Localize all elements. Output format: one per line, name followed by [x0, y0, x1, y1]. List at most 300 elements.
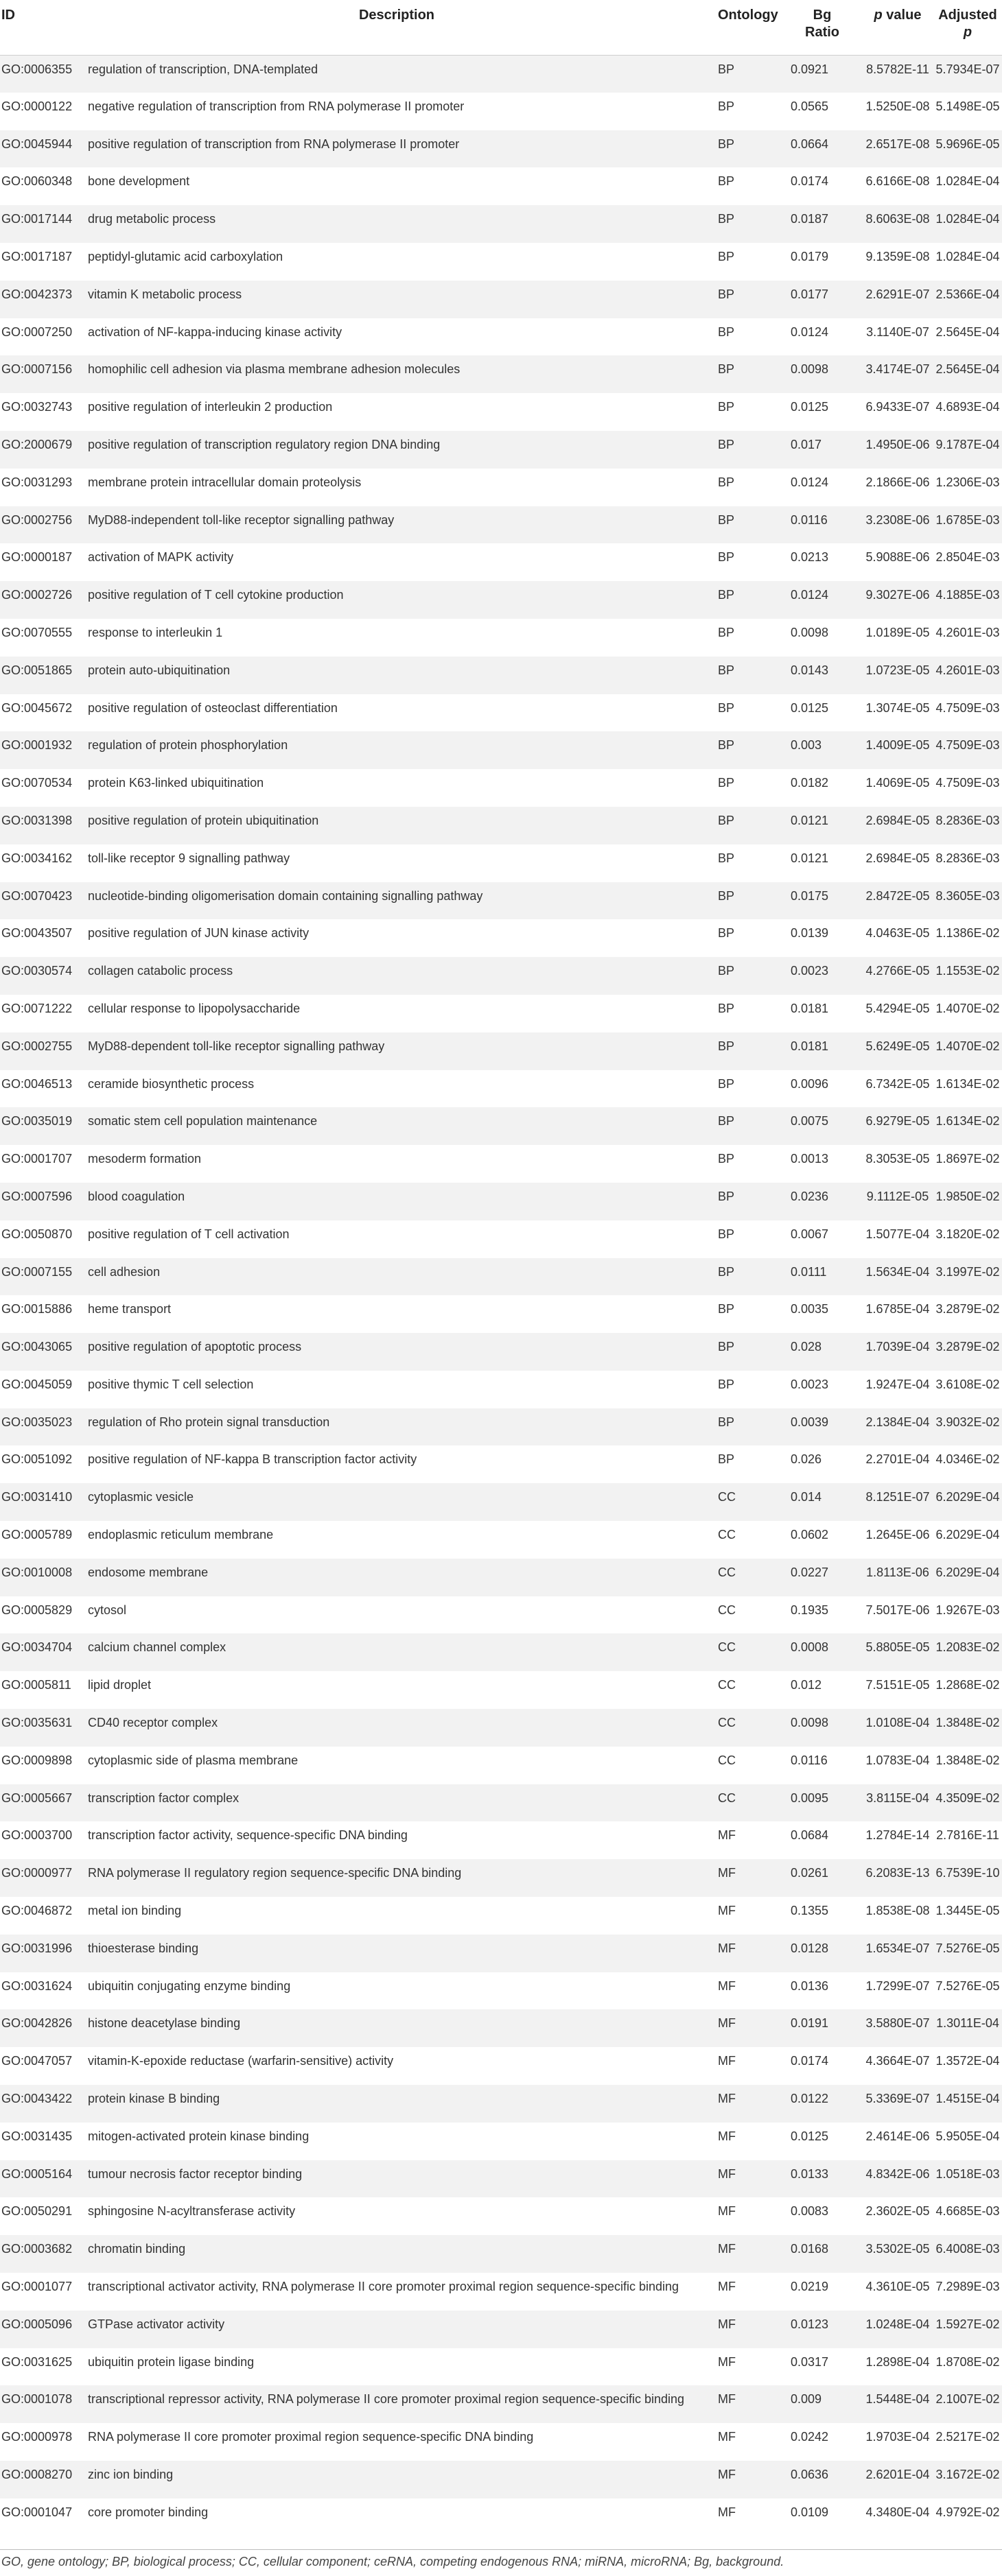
cell-p-value: 7.5151E-05: [865, 1678, 930, 1692]
cell-ontology: MF: [718, 2505, 736, 2519]
cell-bg-ratio: 0.0181: [791, 1001, 829, 1015]
cell-adjusted-p: 4.3509E-02: [935, 1791, 1000, 1805]
cell-ontology: MF: [718, 2280, 736, 2294]
cell-bg-ratio: 0.0168: [791, 2242, 829, 2256]
cell-ontology: BP: [718, 475, 735, 489]
cell-p-value: 7.5017E-06: [865, 1603, 930, 1617]
cell-description: transcriptional repressor activity, RNA polymerase II core promoter proximal region sequence-specific binding: [88, 2392, 685, 2407]
cell-p-value: 1.5077E-04: [865, 1227, 930, 1241]
cell-p-value: 5.3369E-07: [865, 2092, 930, 2106]
cell-description: tumour necrosis factor receptor binding: [88, 2166, 303, 2181]
cell-p-value: 3.4174E-07: [865, 362, 930, 377]
cell-description: MyD88-independent toll-like receptor signalling pathway: [88, 512, 395, 527]
cell-adjusted-p: 6.2029E-04: [935, 1528, 1000, 1542]
cell-adjusted-p: 2.5645E-04: [935, 324, 1000, 339]
cell-ontology: MF: [718, 1978, 736, 1993]
cell-p-value: 2.8472E-05: [865, 888, 930, 903]
cell-p-value: 2.6984E-05: [865, 813, 930, 827]
cell-description: drug metabolic process: [88, 212, 216, 226]
cell-id: GO:0003700: [1, 1828, 73, 1843]
table-row: [0, 543, 1002, 581]
cell-p-value: 4.8342E-06: [865, 2166, 930, 2181]
cell-id: GO:0030574: [1, 964, 73, 978]
cell-description: protein kinase B binding: [88, 2092, 220, 2106]
cell-bg-ratio: 0.1355: [791, 1904, 829, 1918]
table-row: [0, 355, 1002, 393]
table-row: [0, 1183, 1002, 1220]
cell-description: cellular response to lipopolysaccharide: [88, 1001, 301, 1015]
table-row: [0, 2348, 1002, 2386]
cell-id: GO:0032743: [1, 400, 73, 414]
table-row: [0, 2235, 1002, 2273]
cell-bg-ratio: 0.0227: [791, 1565, 829, 1579]
cell-p-value: 6.9433E-07: [865, 400, 930, 414]
cell-p-value: 1.4950E-06: [865, 437, 930, 451]
cell-ontology: BP: [718, 1340, 735, 1354]
cell-ontology: BP: [718, 1114, 735, 1129]
cell-p-value: 1.7039E-04: [865, 1340, 930, 1354]
table-row: [0, 1220, 1002, 1258]
table-row: [0, 2311, 1002, 2348]
cell-ontology: MF: [718, 2468, 736, 2481]
cell-bg-ratio: 0.0175: [791, 888, 829, 903]
cell-id: GO:0031624: [1, 1978, 73, 1993]
table-row: [0, 469, 1002, 506]
cell-id: GO:0001932: [1, 738, 73, 753]
cell-id: GO:0051865: [1, 663, 73, 677]
cell-ontology: BP: [718, 137, 735, 151]
table-row: [0, 431, 1002, 469]
table-row: [0, 2423, 1002, 2461]
cell-bg-ratio: 0.0133: [791, 2166, 829, 2181]
cell-description: RNA polymerase II core promoter proximal region sequence-specific DNA binding: [88, 2430, 534, 2444]
cell-bg-ratio: 0.0121: [791, 851, 829, 865]
cell-ontology: BP: [718, 851, 735, 865]
cell-bg-ratio: 0.0098: [791, 625, 829, 639]
cell-id: GO:0035019: [1, 1114, 73, 1129]
cell-description: somatic stem cell population maintenance: [88, 1114, 318, 1129]
table-row: [0, 1559, 1002, 1596]
cell-p-value: 9.1112E-05: [866, 1189, 929, 1203]
cell-adjusted-p: 4.2601E-03: [935, 663, 1000, 677]
cell-id: GO:0002755: [1, 1039, 73, 1053]
cell-bg-ratio: 0.0177: [791, 287, 829, 301]
cell-bg-ratio: 0.0191: [791, 2016, 829, 2031]
table-row: [0, 581, 1002, 619]
cell-ontology: BP: [718, 62, 735, 76]
cell-ontology: BP: [718, 663, 735, 677]
cell-adjusted-p: 7.5276E-05: [935, 1941, 1000, 1955]
cell-id: GO:0015886: [1, 1302, 73, 1316]
table-row: [0, 657, 1002, 694]
cell-id: GO:0002756: [1, 512, 73, 527]
cell-p-value: 4.3480E-04: [865, 2505, 930, 2519]
cell-bg-ratio: 0.003: [791, 738, 822, 753]
cell-ontology: BP: [718, 1001, 735, 1015]
cell-description: ubiquitin protein ligase binding: [88, 2354, 255, 2369]
cell-ontology: MF: [718, 2317, 736, 2331]
cell-bg-ratio: 0.0096: [791, 1076, 829, 1091]
cell-ontology: CC: [718, 1678, 736, 1692]
cell-ontology: MF: [718, 1866, 736, 1880]
cell-p-value: 5.8805E-05: [865, 1640, 930, 1655]
table-row: [0, 2085, 1002, 2123]
cell-id: GO:0010008: [1, 1565, 73, 1579]
cell-p-value: 9.1359E-08: [865, 249, 930, 263]
cell-adjusted-p: 4.7509E-03: [935, 700, 1000, 715]
cell-description: bone development: [88, 174, 190, 189]
cell-adjusted-p: 1.6785E-03: [935, 512, 1000, 527]
cell-adjusted-p: 4.7509E-03: [935, 776, 1000, 790]
cell-description: cytoplasmic side of plasma membrane: [88, 1753, 299, 1767]
cell-description: ubiquitin conjugating enzyme binding: [88, 1978, 291, 1993]
table-row: [0, 281, 1002, 318]
cell-bg-ratio: 0.0921: [791, 62, 829, 76]
cell-p-value: 1.0108E-04: [865, 1716, 930, 1730]
cell-ontology: BP: [718, 1076, 735, 1091]
table-row: [0, 1709, 1002, 1747]
cell-description: zinc ion binding: [88, 2468, 174, 2481]
cell-adjusted-p: 3.6108E-02: [935, 1377, 1000, 1391]
cell-id: GO:0000978: [1, 2430, 73, 2444]
cell-id: GO:0031410: [1, 1490, 73, 1504]
cell-description: thioesterase binding: [88, 1941, 199, 1955]
cell-adjusted-p: 1.6134E-02: [935, 1114, 1000, 1129]
cell-description: vitamin K metabolic process: [88, 287, 242, 301]
cell-adjusted-p: 6.7539E-10: [935, 1866, 1000, 1880]
header-ontology: Ontology: [715, 0, 782, 55]
cell-p-value: 6.7342E-05: [865, 1076, 930, 1091]
cell-description: nucleotide-binding oligomerisation domain containing signalling pathway: [88, 888, 483, 903]
cell-adjusted-p: 1.0518E-03: [935, 2166, 1000, 2181]
table-row: [0, 1633, 1002, 1671]
cell-ontology: BP: [718, 1377, 735, 1391]
table-row: [0, 1408, 1002, 1446]
cell-adjusted-p: 6.2029E-04: [935, 1490, 1000, 1504]
cell-description: RNA polymerase II regulatory region sequence-specific DNA binding: [88, 1866, 462, 1880]
cell-description: response to interleukin 1: [88, 625, 223, 639]
cell-adjusted-p: 8.2836E-03: [935, 851, 1000, 865]
cell-bg-ratio: 0.0182: [791, 776, 829, 790]
cell-bg-ratio: 0.0136: [791, 1978, 829, 1993]
cell-p-value: 2.4614E-06: [865, 2129, 930, 2143]
cell-id: GO:0070423: [1, 888, 73, 903]
cell-id: GO:0005667: [1, 1791, 73, 1805]
cell-adjusted-p: 1.3572E-04: [935, 2054, 1000, 2068]
cell-ontology: BP: [718, 1039, 735, 1053]
cell-adjusted-p: 1.4515E-04: [935, 2092, 1000, 2106]
cell-ontology: MF: [718, 1904, 736, 1918]
cell-ontology: BP: [718, 776, 735, 790]
cell-bg-ratio: 0.0008: [791, 1640, 829, 1655]
header-p-value-italic: p: [874, 8, 883, 23]
cell-ontology: MF: [718, 2016, 736, 2031]
cell-ontology: BP: [718, 700, 735, 715]
cell-p-value: 1.5250E-08: [865, 99, 930, 113]
cell-adjusted-p: 4.2601E-03: [935, 625, 1000, 639]
cell-ontology: MF: [718, 2166, 736, 2181]
cell-description: positive regulation of JUN kinase activity: [88, 926, 310, 941]
table-row: [0, 2385, 1002, 2423]
table-row: [0, 1107, 1002, 1145]
table-row: [0, 619, 1002, 657]
cell-description: mesoderm formation: [88, 1152, 202, 1166]
cell-adjusted-p: 5.7934E-07: [935, 62, 1000, 76]
cell-id: GO:0000122: [1, 99, 73, 113]
cell-bg-ratio: 0.0121: [791, 813, 829, 827]
cell-bg-ratio: 0.0109: [791, 2505, 829, 2519]
cell-p-value: 1.3074E-05: [865, 700, 930, 715]
cell-bg-ratio: 0.0181: [791, 1039, 829, 1053]
cell-description: transcription factor activity, sequence-specific DNA binding: [88, 1828, 408, 1843]
cell-id: GO:0031435: [1, 2129, 73, 2143]
cell-description: heme transport: [88, 1302, 172, 1316]
cell-description: GTPase activator activity: [88, 2317, 225, 2331]
table-row: [0, 1821, 1002, 1859]
table-row: [0, 393, 1002, 431]
cell-p-value: 4.2766E-05: [865, 964, 930, 978]
cell-description: collagen catabolic process: [88, 964, 233, 978]
cell-bg-ratio: 0.0013: [791, 1152, 829, 1166]
table-row: [0, 957, 1002, 995]
cell-p-value: 1.0783E-04: [865, 1753, 930, 1767]
cell-ontology: BP: [718, 324, 735, 339]
cell-adjusted-p: 4.1885E-03: [935, 588, 1000, 602]
cell-id: GO:0001047: [1, 2505, 73, 2519]
cell-ontology: BP: [718, 249, 735, 263]
cell-p-value: 8.5782E-11: [866, 62, 929, 76]
cell-id: GO:0008270: [1, 2468, 73, 2481]
cell-adjusted-p: 3.9032E-02: [935, 1415, 1000, 1429]
cell-bg-ratio: 0.0139: [791, 926, 829, 941]
table-row: [0, 1145, 1002, 1183]
cell-description: positive regulation of apoptotic process: [88, 1340, 302, 1354]
cell-description: protein K63-linked ubiquitination: [88, 776, 264, 790]
cell-ontology: CC: [718, 1716, 736, 1730]
cell-ontology: BP: [718, 287, 735, 301]
cell-bg-ratio: 0.0123: [791, 2317, 829, 2331]
cell-p-value: 5.9088E-06: [865, 550, 930, 565]
cell-bg-ratio: 0.0317: [791, 2354, 829, 2369]
cell-adjusted-p: 5.9505E-04: [935, 2129, 1000, 2143]
cell-bg-ratio: 0.0219: [791, 2280, 829, 2294]
cell-adjusted-p: 1.5927E-02: [935, 2317, 1000, 2331]
cell-description: positive regulation of osteoclast differentiation: [88, 700, 338, 715]
cell-adjusted-p: 4.6685E-03: [935, 2204, 1000, 2219]
cell-id: GO:0034162: [1, 851, 73, 865]
cell-p-value: 2.1866E-06: [865, 475, 930, 489]
cell-p-value: 5.6249E-05: [865, 1039, 930, 1053]
cell-description: positive regulation of T cell cytokine production: [88, 588, 344, 602]
cell-ontology: BP: [718, 437, 735, 451]
cell-p-value: 1.2898E-04: [865, 2354, 930, 2369]
cell-adjusted-p: 4.6893E-04: [935, 400, 1000, 414]
cell-id: GO:0050870: [1, 1227, 73, 1241]
cell-bg-ratio: 0.0098: [791, 362, 829, 377]
cell-ontology: BP: [718, 1264, 735, 1279]
cell-p-value: 1.9703E-04: [865, 2430, 930, 2444]
cell-adjusted-p: 1.3848E-02: [935, 1716, 1000, 1730]
cell-description: transcription factor complex: [88, 1791, 240, 1805]
table-row: [0, 1371, 1002, 1408]
cell-id: GO:0000187: [1, 550, 73, 565]
cell-description: toll-like receptor 9 signalling pathway: [88, 851, 290, 865]
table-row: [0, 1897, 1002, 1935]
table-row: [0, 1333, 1002, 1371]
cell-p-value: 1.2645E-06: [865, 1528, 930, 1542]
cell-description: positive regulation of T cell activation: [88, 1227, 290, 1241]
cell-description: membrane protein intracellular domain proteolysis: [88, 475, 362, 489]
cell-adjusted-p: 1.3445E-05: [935, 1904, 1000, 1918]
header-bg-ratio: [782, 0, 862, 55]
table-row: [0, 1521, 1002, 1559]
cell-adjusted-p: 1.4070E-02: [935, 1039, 1000, 1053]
cell-description: protein auto-ubiquitination: [88, 663, 231, 677]
cell-bg-ratio: 0.0213: [791, 550, 829, 565]
cell-id: GO:0045672: [1, 700, 73, 715]
cell-p-value: 1.6534E-07: [865, 1941, 930, 1955]
cell-ontology: MF: [718, 1828, 736, 1843]
cell-adjusted-p: 1.6134E-02: [935, 1076, 1000, 1091]
cell-ontology: CC: [718, 1528, 736, 1542]
cell-adjusted-p: 1.4070E-02: [935, 1001, 1000, 1015]
cell-description: positive regulation of transcription regulatory region DNA binding: [88, 437, 441, 451]
cell-bg-ratio: 0.1935: [791, 1603, 829, 1617]
cell-p-value: 3.2308E-06: [865, 512, 930, 527]
table-row: [0, 1972, 1002, 2010]
cell-description: cytosol: [88, 1603, 127, 1617]
cell-ontology: BP: [718, 1415, 735, 1429]
cell-description: ceramide biosynthetic process: [88, 1076, 255, 1091]
cell-id: GO:0006355: [1, 62, 73, 76]
cell-ontology: CC: [718, 1603, 736, 1617]
cell-id: GO:0047057: [1, 2054, 73, 2068]
cell-ontology: MF: [718, 2430, 736, 2444]
cell-id: GO:0017144: [1, 212, 73, 226]
cell-id: GO:0043507: [1, 926, 73, 941]
cell-ontology: BP: [718, 813, 735, 827]
cell-description: positive regulation of transcription from RNA polymerase II promoter: [88, 137, 460, 151]
cell-bg-ratio: 0.0187: [791, 212, 829, 226]
cell-bg-ratio: 0.0128: [791, 1941, 829, 1955]
cell-ontology: BP: [718, 550, 735, 565]
cell-p-value: 3.5880E-07: [865, 2016, 930, 2031]
cell-bg-ratio: 0.0636: [791, 2468, 829, 2481]
cell-p-value: 4.0463E-05: [865, 926, 930, 941]
table-row: [0, 1596, 1002, 1634]
cell-bg-ratio: 0.0122: [791, 2092, 829, 2106]
table-row: [0, 919, 1002, 957]
table-row: [0, 243, 1002, 281]
cell-p-value: 9.3027E-06: [865, 588, 930, 602]
cell-id: GO:0005164: [1, 2166, 73, 2181]
cell-p-value: 1.8113E-06: [866, 1565, 929, 1579]
cell-bg-ratio: 0.0602: [791, 1528, 829, 1542]
cell-description: cytoplasmic vesicle: [88, 1490, 194, 1504]
cell-description: transcriptional activator activity, RNA polymerase II core promoter proximal region sequence-specific binding: [88, 2280, 679, 2294]
cell-p-value: 2.6291E-07: [865, 287, 930, 301]
cell-p-value: 4.3610E-05: [865, 2280, 930, 2294]
cell-bg-ratio: 0.012: [791, 1678, 822, 1692]
cell-p-value: 1.9247E-04: [865, 1377, 930, 1391]
cell-id: GO:0046872: [1, 1904, 73, 1918]
cell-id: GO:0005096: [1, 2317, 73, 2331]
cell-description: cell adhesion: [88, 1264, 161, 1279]
cell-adjusted-p: 4.7509E-03: [935, 738, 1000, 753]
header-row: [0, 0, 1002, 55]
table-row: [0, 1445, 1002, 1483]
cell-adjusted-p: 1.1553E-02: [935, 964, 1000, 978]
cell-ontology: MF: [718, 2054, 736, 2068]
cell-ontology: BP: [718, 1227, 735, 1241]
header-description: Description: [78, 0, 715, 55]
cell-p-value: 2.6984E-05: [865, 851, 930, 865]
cell-adjusted-p: 1.3848E-02: [935, 1753, 1000, 1767]
cell-bg-ratio: 0.0116: [791, 1753, 828, 1767]
cell-adjusted-p: 1.2306E-03: [935, 475, 1000, 489]
cell-bg-ratio: 0.0242: [791, 2430, 829, 2444]
cell-adjusted-p: 8.3605E-03: [935, 888, 1000, 903]
table-header: [0, 0, 1002, 55]
cell-description: vitamin-K-epoxide reductase (warfarin-sensitive) activity: [88, 2054, 394, 2068]
cell-bg-ratio: 0.0023: [791, 1377, 829, 1391]
cell-ontology: BP: [718, 512, 735, 527]
cell-adjusted-p: 2.1007E-02: [935, 2392, 1000, 2407]
cell-description: metal ion binding: [88, 1904, 182, 1918]
cell-id: GO:0071222: [1, 1001, 73, 1015]
cell-adjusted-p: 1.0284E-04: [935, 212, 1000, 226]
cell-adjusted-p: 2.5645E-04: [935, 362, 1000, 377]
cell-bg-ratio: 0.0236: [791, 1189, 829, 1203]
cell-adjusted-p: 1.8708E-02: [935, 2354, 1000, 2369]
table-row: [0, 93, 1002, 130]
cell-ontology: BP: [718, 362, 735, 377]
table-row: [0, 205, 1002, 243]
cell-bg-ratio: 0.009: [791, 2392, 822, 2407]
header-adjusted-line2: p: [963, 25, 972, 40]
table-row: [0, 1295, 1002, 1333]
table-row: [0, 130, 1002, 168]
cell-description: regulation of Rho protein signal transduction: [88, 1415, 330, 1429]
cell-bg-ratio: 0.0684: [791, 1828, 829, 1843]
cell-p-value: 1.0723E-05: [865, 663, 930, 677]
cell-description: endoplasmic reticulum membrane: [88, 1528, 274, 1542]
cell-p-value: 4.3664E-07: [865, 2054, 930, 2068]
table-row: [0, 1747, 1002, 1784]
cell-ontology: BP: [718, 1302, 735, 1316]
cell-adjusted-p: 1.0284E-04: [935, 174, 1000, 189]
cell-ontology: BP: [718, 926, 735, 941]
header-p-value-rest: value: [882, 8, 922, 23]
cell-id: GO:0005811: [1, 1678, 71, 1692]
cell-adjusted-p: 1.0284E-04: [935, 249, 1000, 263]
cell-description: regulation of transcription, DNA-templated: [88, 62, 318, 76]
cell-adjusted-p: 3.2879E-02: [935, 1302, 1000, 1316]
cell-id: GO:0045944: [1, 137, 73, 151]
footnote-divider: [0, 2549, 1002, 2550]
cell-description: blood coagulation: [88, 1189, 185, 1203]
cell-bg-ratio: 0.017: [791, 437, 822, 451]
table-row: [0, 694, 1002, 732]
cell-ontology: BP: [718, 1189, 735, 1203]
cell-description: positive regulation of protein ubiquitination: [88, 813, 319, 827]
cell-id: GO:0001078: [1, 2392, 73, 2407]
cell-adjusted-p: 1.2083E-02: [935, 1640, 1000, 1655]
cell-adjusted-p: 1.3011E-04: [936, 2016, 999, 2031]
cell-adjusted-p: 3.1997E-02: [935, 1264, 1000, 1279]
cell-description: mitogen-activated protein kinase binding: [88, 2129, 310, 2143]
cell-adjusted-p: 4.0346E-02: [935, 1452, 1000, 1467]
